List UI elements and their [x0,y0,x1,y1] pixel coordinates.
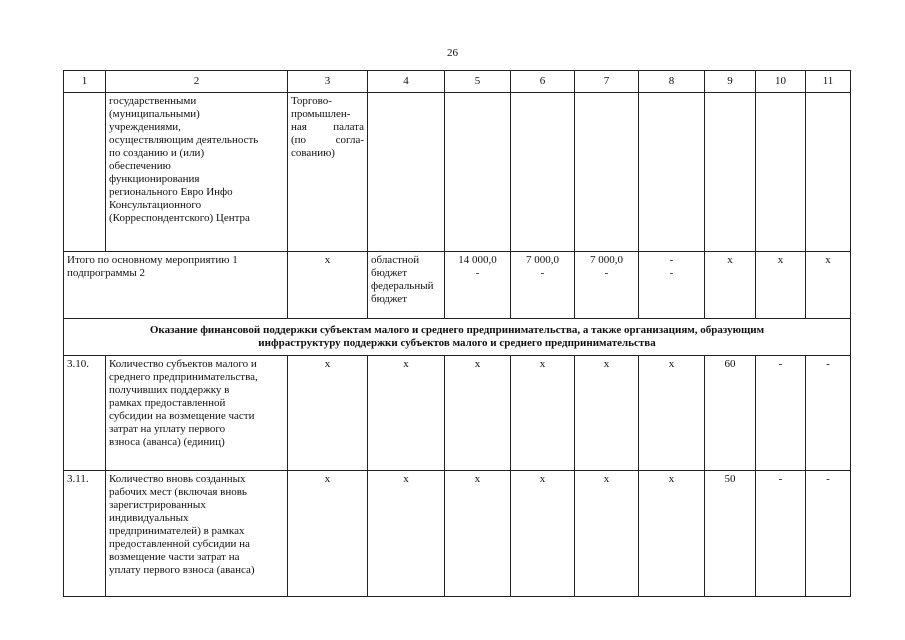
header-cell: 11 [806,71,851,93]
header-cell: 4 [368,71,445,93]
text-line: бюджет [371,267,407,279]
amount-value: - [604,267,609,279]
amount-value: 7 000,0 [590,254,623,266]
text-line: сованию) [291,147,335,159]
amount-cell [575,252,639,319]
row-number: 3.10. [64,356,106,471]
text-line: рамках предоставленной [109,397,226,409]
table-cell: х [511,471,575,597]
section-title [64,319,851,356]
table-row [64,471,851,597]
activity-name-cell [106,93,288,252]
amount-value: 14 000,0 [458,254,497,266]
text-line: (муниципальными) [109,108,200,120]
table-cell [756,93,806,252]
table-cell: 50 [705,471,756,597]
table-cell: - [806,356,851,471]
text-line: взноса (аванса) (единиц) [109,436,225,448]
text-line: промышлен- [291,108,351,120]
text-line: по созданию и (или) [109,147,205,159]
text-line: Количество субъектов малого и [109,358,257,370]
text-line: осуществляющим деятельность [109,134,259,146]
total-label-cell [64,252,288,319]
amount-value: - [475,267,480,279]
text-line: федеральный [371,280,434,292]
text-line: бюджет [371,293,407,305]
header-cell: 5 [445,71,511,93]
amount-value: 7 000,0 [526,254,559,266]
text-line: учреждениями, [109,121,181,133]
text-line: Итого по основному мероприятию 1 [67,254,238,266]
table-cell [575,93,639,252]
header-row [64,71,851,93]
text-line: подпрограммы 2 [67,267,146,279]
text-line: инфраструктуру поддержки субъектов малого и среднего предпринимательства [258,337,656,349]
table-cell [368,93,445,252]
table-cell: х [511,356,575,471]
text-line: возмещение части затрат на [109,551,240,563]
table-cell: х [639,471,705,597]
amount-value: - [540,267,545,279]
table-cell: х [575,356,639,471]
indicator-name-cell [106,471,288,597]
section-heading-row [64,319,851,356]
text-line: Консультационного [109,199,202,211]
table-cell: х [806,252,851,319]
header-cell: 8 [639,71,705,93]
table-cell: х [639,356,705,471]
text-line: зарегистрированных [109,499,206,511]
total-row [64,252,851,319]
text-line: предоставленной субсидии на [109,538,250,550]
text-line: областной [371,254,420,266]
text-line: рабочих мест (включая вновь [109,486,247,498]
text-line: уплату первого взноса (аванса) [109,564,255,576]
table-cell [705,93,756,252]
text-line: Торгово- [291,95,332,107]
table-cell [64,93,106,252]
text-line: индивидуальных [109,512,189,524]
table-cell [445,93,511,252]
table-cell: х [445,471,511,597]
table-cell: х [368,356,445,471]
text-line: регионального Евро Инфо [109,186,233,198]
header-cell: 10 [756,71,806,93]
header-cell: 2 [106,71,288,93]
text-line: обеспечению [109,160,171,172]
text-line: функционирования [109,173,200,185]
header-cell: 1 [64,71,106,93]
table-cell: х [575,471,639,597]
table-cell [639,93,705,252]
table-cell: х [368,471,445,597]
amount-cell [639,252,705,319]
text-line: Оказание финансовой поддержки субъектам малого и среднего предпринимательства, а также организациям, образующим [149,324,765,336]
table-cell: - [756,356,806,471]
header-cell: 3 [288,71,368,93]
header-cell: 7 [575,71,639,93]
budget-table [63,70,851,597]
continuation-row [64,93,851,252]
header-cell: 9 [705,71,756,93]
text-line: (Корреспондентского) Центра [109,212,250,224]
text-line: (по согла- [291,134,364,146]
text-line: Количество вновь созданных [109,473,246,485]
indicator-name-cell [106,356,288,471]
table-cell: - [756,471,806,597]
table-cell: х [288,471,368,597]
table-cell [806,93,851,252]
amount-value: - [669,254,674,266]
table-cell: х [288,252,368,319]
row-number: 3.11. [64,471,106,597]
text-line: получивших поддержку в [109,384,230,396]
text-line: затрат на уплату первого [109,423,226,435]
amount-cell [445,252,511,319]
text-line: предпринимателей) в рамках [109,525,245,537]
page-number: 26 [447,47,458,59]
table-cell: х [756,252,806,319]
amount-value: - [669,267,674,279]
amount-cell [511,252,575,319]
text-line: среднего предпринимательства, [109,371,258,383]
text-line: ная палата [291,121,364,133]
table-cell: х [705,252,756,319]
text-line: государственными [109,95,197,107]
table-cell: х [445,356,511,471]
table-cell: - [806,471,851,597]
table-row [64,356,851,471]
executor-cell [288,93,368,252]
funding-source-cell [368,252,445,319]
table-cell: х [288,356,368,471]
text-line: субсидии на возмещение части [109,410,255,422]
table-cell: 60 [705,356,756,471]
table-cell [511,93,575,252]
header-cell: 6 [511,71,575,93]
